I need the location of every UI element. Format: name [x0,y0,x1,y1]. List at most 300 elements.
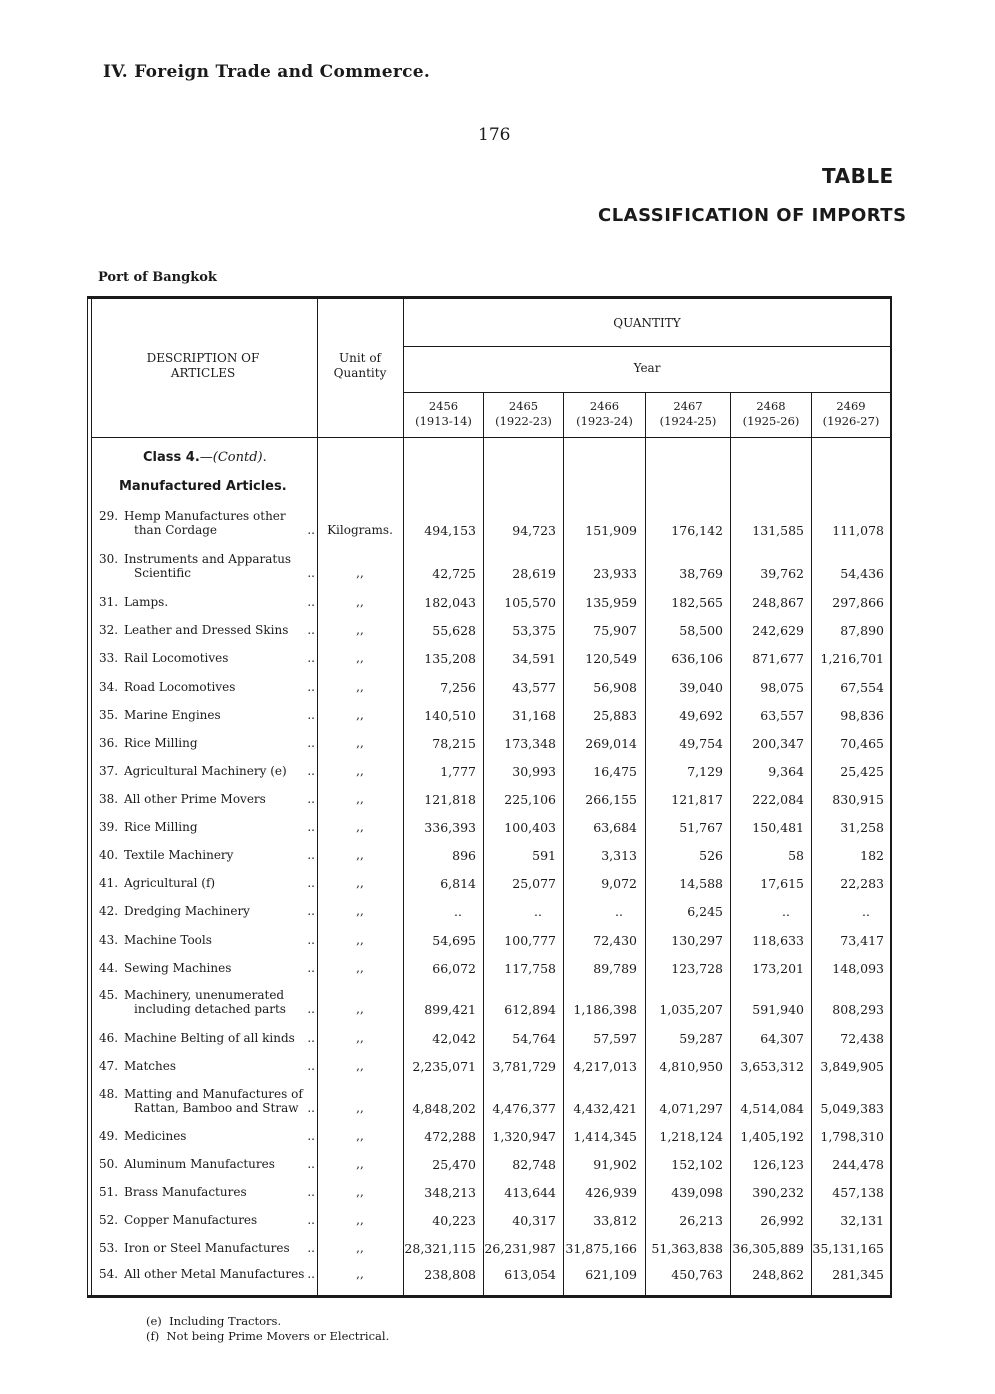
leader-dots: .. [307,1213,315,1227]
row-value: 117,758 [504,961,556,976]
row-label-continued: Rattan, Bamboo and Straw .. [134,1101,315,1115]
row-label: Rice Milling [124,820,198,834]
row-value: 613,054 [504,1267,556,1282]
row-unit: ,, [356,876,364,890]
row-value: 176,142 [671,523,723,538]
row-label: Textile Machinery [124,848,234,862]
leader-dots: .. [307,876,315,890]
row-label: Leather and Dressed Skins [124,623,289,637]
row-value: 612,894 [504,1002,556,1017]
leader-dots: .. [307,961,315,975]
row-label: Marine Engines [124,708,221,722]
row-unit: ,, [356,904,364,918]
row-number: 45. [99,988,119,1002]
row-number: 52. [99,1213,119,1227]
row-value: 40,317 [512,1213,556,1228]
row-description [99,595,317,609]
row-description [99,708,317,722]
row-value: 25,470 [432,1157,476,1172]
leader-dots: .. [307,792,315,806]
row-value: 56,908 [593,680,637,695]
row-value: 7,256 [440,680,476,695]
row-description [99,1059,317,1073]
row-unit: ,, [356,820,364,834]
row-value: 26,213 [679,1213,723,1228]
row-value: 1,798,310 [820,1129,884,1144]
row-label: Agricultural (f) [124,876,216,890]
row-value: 49,692 [679,708,723,723]
row-value: 413,644 [504,1185,556,1200]
row-value: 39,762 [760,566,804,581]
row-value: 75,907 [593,623,637,638]
row-description [99,1157,317,1171]
row-label: Machinery, unenumerated [124,988,285,1002]
port-label: Port of Bangkok [98,270,217,285]
row-value: 25,077 [512,876,556,891]
row-value: 58 [788,848,804,863]
row-number: 30. [99,552,119,566]
row-number: 54. [99,1267,119,1281]
row-value: 4,217,013 [573,1059,637,1074]
row-number: 33. [99,651,119,665]
row-label: Dredging Machinery [124,904,250,918]
leader-dots: .. [307,1157,315,1171]
row-value: 297,866 [832,595,884,610]
row-value: 25,425 [840,764,884,779]
row-value: 120,549 [585,651,637,666]
row-value: 1,777 [440,764,476,779]
row-value: 2,235,071 [412,1059,476,1074]
row-description [99,1213,317,1227]
row-value: 121,817 [671,792,723,807]
row-label: Copper Manufactures [124,1213,258,1227]
row-value: .. [782,904,790,919]
row-value: 98,075 [760,680,804,695]
row-number: 32. [99,623,119,637]
row-value: 38,769 [679,566,723,581]
year-col-2: 2465 (1922-23) [495,399,552,428]
row-value: 100,403 [504,820,556,835]
row-value: 121,818 [424,792,476,807]
row-value: 3,849,905 [820,1059,884,1074]
row-number: 34. [99,680,119,694]
row-value: 78,215 [432,736,476,751]
row-value: 82,748 [512,1157,556,1172]
row-value: 34,591 [512,651,556,666]
leader-dots: .. [307,566,315,580]
row-unit: Kilograms. [327,523,393,537]
row-value: 7,129 [687,764,723,779]
row-value: 830,915 [832,792,884,807]
row-value: 1,216,701 [820,651,884,666]
row-value: 1,320,947 [492,1129,556,1144]
row-description [99,1087,317,1115]
row-value: 123,728 [671,961,723,976]
row-unit: ,, [356,1157,364,1171]
leader-dots: .. [307,623,315,637]
row-value: 222,084 [752,792,804,807]
leader-dots: .. [307,736,315,750]
row-value: 22,283 [840,876,884,891]
year-col-3: 2466 (1923-24) [576,399,633,428]
row-value: 3,653,312 [740,1059,804,1074]
row-value: 151,909 [585,523,637,538]
row-value: .. [615,904,623,919]
row-unit: ,, [356,708,364,722]
year-col-1: 2456 (1913-14) [415,399,472,428]
row-unit: ,, [356,1267,364,1281]
row-value: 39,040 [679,680,723,695]
row-value: 31,258 [840,820,884,835]
row-value: 182 [860,848,884,863]
row-value: 14,588 [679,876,723,891]
row-value: 173,201 [752,961,804,976]
row-value: .. [862,904,870,919]
row-value: 35,131,165 [812,1241,884,1256]
row-value: 70,465 [840,736,884,751]
row-number: 38. [99,792,119,806]
row-value: 3,781,729 [492,1059,556,1074]
row-number: 41. [99,876,119,890]
row-label: Machine Belting of all kinds [124,1031,295,1045]
row-value: 57,597 [593,1031,637,1046]
row-value: 26,992 [760,1213,804,1228]
row-number: 51. [99,1185,119,1199]
row-label: Matting and Manufactures of [124,1087,303,1101]
row-value: 63,684 [593,820,637,835]
row-value: 51,767 [679,820,723,835]
row-description [99,651,317,665]
row-unit: ,, [356,848,364,862]
row-number: 50. [99,1157,119,1171]
row-value: 269,014 [585,736,637,751]
row-value: 31,875,166 [565,1241,637,1256]
row-value: 1,414,345 [573,1129,637,1144]
row-unit: ,, [356,792,364,806]
row-value: 40,223 [432,1213,476,1228]
leader-dots: .. [307,651,315,665]
row-value: 135,208 [424,651,476,666]
row-value: 1,218,124 [659,1129,723,1144]
row-value: 105,570 [504,595,556,610]
table-label: TABLE [822,164,894,188]
row-value: 63,557 [760,708,804,723]
row-value: 4,514,084 [740,1101,804,1116]
row-label: Machine Tools [124,933,212,947]
row-value: 621,109 [585,1267,637,1282]
row-value: 94,723 [512,523,556,538]
leader-dots: .. [307,904,315,918]
row-unit: ,, [356,961,364,975]
row-value: 4,810,950 [659,1059,723,1074]
leader-dots: .. [307,1185,315,1199]
row-value: 43,577 [512,680,556,695]
row-value: 25,883 [593,708,637,723]
row-value: 67,554 [840,680,884,695]
row-value: 91,902 [593,1157,637,1172]
row-description [99,1129,317,1143]
row-value: 36,305,889 [732,1241,804,1256]
row-value: 49,754 [679,736,723,751]
row-label: Rice Milling [124,736,198,750]
row-value: 54,695 [432,933,476,948]
row-number: 53. [99,1241,119,1255]
row-value: 118,633 [752,933,804,948]
row-value: 72,438 [840,1031,884,1046]
row-description [99,848,317,862]
section-heading: IV. Foreign Trade and Commerce. [103,62,431,82]
row-label: Iron or Steel Manufactures [124,1241,290,1255]
row-value: 808,293 [832,1002,884,1017]
row-label-continued: than Cordage .. [134,523,315,537]
row-value: 31,168 [512,708,556,723]
row-value: 130,297 [671,933,723,948]
leader-dots: .. [307,848,315,862]
row-value: 87,890 [840,623,884,638]
row-label: All other Prime Movers [124,792,266,806]
row-value: 348,213 [424,1185,476,1200]
row-value: 281,345 [832,1267,884,1282]
row-number: 44. [99,961,119,975]
row-value: 591 [532,848,556,863]
row-description [99,961,317,975]
leader-dots: .. [307,1267,315,1281]
row-value: 9,072 [601,876,637,891]
row-value: 152,102 [671,1157,723,1172]
row-label-continued: including detached parts .. [134,1002,315,1016]
row-value: 242,629 [752,623,804,638]
row-value: 9,364 [768,764,804,779]
row-description [99,988,317,1016]
row-value: 1,405,192 [740,1129,804,1144]
row-description [99,623,317,637]
row-value: 17,615 [760,876,804,891]
row-value: 6,814 [440,876,476,891]
row-label: All other Metal Manufactures [124,1267,305,1281]
row-unit: ,, [356,566,364,580]
quantity-header: QUANTITY [613,316,681,330]
row-value: 54,436 [840,566,884,581]
row-number: 31. [99,595,119,609]
row-number: 42. [99,904,119,918]
row-unit: ,, [356,623,364,637]
row-description [99,1241,317,1255]
row-number: 43. [99,933,119,947]
leader-dots: .. [307,1031,315,1045]
row-number: 48. [99,1087,119,1101]
year-col-6: 2469 (1926-27) [822,399,880,428]
leader-dots: .. [307,764,315,778]
row-value: 33,812 [593,1213,637,1228]
row-value: 53,375 [512,623,556,638]
row-number: 36. [99,736,119,750]
row-value: 72,430 [593,933,637,948]
row-value: 899,421 [424,1002,476,1017]
leader-dots: .. [307,595,315,609]
row-value: 248,867 [752,595,804,610]
row-value: 494,153 [424,523,476,538]
leader-dots: .. [307,1059,315,1073]
row-description [99,680,317,694]
row-value: 390,232 [752,1185,804,1200]
row-value: 23,933 [593,566,637,581]
row-value: 3,313 [601,848,637,863]
row-unit: ,, [356,1031,364,1045]
row-value: 140,510 [424,708,476,723]
row-value: 450,763 [671,1267,723,1282]
row-value: 1,186,398 [573,1002,637,1017]
row-value: 225,106 [504,792,556,807]
row-value: 173,348 [504,736,556,751]
row-value: 32,131 [840,1213,884,1228]
row-unit: ,, [356,1002,364,1016]
row-value: 244,478 [832,1157,884,1172]
row-number: 29. [99,509,119,523]
row-number: 37. [99,764,119,778]
year-col-4: 2467 (1924-25) [659,399,717,428]
row-label: Instruments and Apparatus [124,552,292,566]
row-number: 35. [99,708,119,722]
row-value: 248,862 [752,1267,804,1282]
row-value: 89,789 [593,961,637,976]
row-number: 49. [99,1129,119,1143]
row-unit: ,, [356,736,364,750]
row-number: 46. [99,1031,119,1045]
row-unit: ,, [356,1213,364,1227]
row-value: 100,777 [504,933,556,948]
row-description [99,736,317,750]
row-description [99,764,317,778]
subheading: Manufactured Articles. [119,479,287,494]
row-unit: ,, [356,1101,364,1115]
description-header: DESCRIPTION OF ARTICLES [146,351,260,380]
row-label-continued: Scientific .. [134,566,315,580]
row-value: 64,307 [760,1031,804,1046]
leader-dots: .. [307,1129,315,1143]
row-value: 73,417 [840,933,884,948]
row-value: 896 [452,848,476,863]
row-value: 4,848,202 [412,1101,476,1116]
row-value: 55,628 [432,623,476,638]
row-value: 439,098 [671,1185,723,1200]
row-description [99,509,317,537]
leader-dots: .. [307,1101,315,1115]
row-label: Brass Manufactures [124,1185,247,1199]
row-unit: ,, [356,1185,364,1199]
row-unit: ,, [356,933,364,947]
leader-dots: .. [307,820,315,834]
row-value: 200,347 [752,736,804,751]
row-value: 28,619 [512,566,556,581]
page-number: 176 [478,125,511,145]
row-value: 4,476,377 [492,1101,556,1116]
row-description [99,933,317,947]
row-description [99,820,317,834]
footnote-e: (e) Including Tractors. [146,1314,282,1328]
footnote-f: (f) Not being Prime Movers or Electrical. [146,1329,390,1343]
row-label: Hemp Manufactures other [124,509,286,523]
row-description [99,792,317,806]
row-description [99,1267,317,1281]
row-value: 54,764 [512,1031,556,1046]
row-value: 182,043 [424,595,476,610]
row-label: Aluminum Manufactures [124,1157,275,1171]
row-value: 1,035,207 [659,1002,723,1017]
row-value: 51,363,838 [651,1241,723,1256]
row-number: 40. [99,848,119,862]
row-value: 148,093 [832,961,884,976]
row-value: 42,042 [432,1031,476,1046]
row-value: 135,959 [585,595,637,610]
row-label: Agricultural Machinery (e) [124,764,287,778]
row-value: 26,231,987 [484,1241,556,1256]
leader-dots: .. [307,1002,315,1016]
leader-dots: .. [307,1241,315,1255]
row-value: .. [534,904,542,919]
row-description [99,552,317,580]
row-value: 28,321,115 [404,1241,476,1256]
row-value: 150,481 [752,820,804,835]
row-unit: ,, [356,1129,364,1143]
row-value: 58,500 [679,623,723,638]
row-unit: ,, [356,651,364,665]
row-value: 426,939 [585,1185,637,1200]
row-value: 66,072 [432,961,476,976]
row-value: 457,138 [832,1185,884,1200]
row-value: 5,049,383 [820,1101,884,1116]
row-value: 336,393 [424,820,476,835]
row-description [99,1185,317,1199]
row-value: 4,071,297 [659,1101,723,1116]
row-value: 59,287 [679,1031,723,1046]
row-value: 266,155 [585,792,637,807]
year-header: Year [633,361,661,375]
unit-header: Unit of Quantity [333,351,387,380]
row-unit: ,, [356,1059,364,1073]
row-label: Medicines [124,1129,187,1143]
row-description [99,876,317,890]
row-label: Road Locomotives [124,680,236,694]
row-value: 636,106 [671,651,723,666]
row-unit: ,, [356,764,364,778]
row-label: Rail Locomotives [124,651,229,665]
row-value: 131,585 [752,523,804,538]
row-value: 30,993 [512,764,556,779]
row-value: .. [454,904,462,919]
row-value: 4,432,421 [573,1101,637,1116]
row-value: 16,475 [593,764,637,779]
leader-dots: .. [307,933,315,947]
row-description [99,1031,317,1045]
row-description [99,904,317,918]
row-unit: ,, [356,680,364,694]
row-label: Matches [124,1059,176,1073]
row-value: 182,565 [671,595,723,610]
row-value: 472,288 [424,1129,476,1144]
row-value: 98,836 [840,708,884,723]
row-value: 111,078 [832,523,884,538]
leader-dots: .. [307,523,315,537]
row-value: 871,677 [752,651,804,666]
year-col-5: 2468 (1925-26) [742,399,800,428]
leader-dots: .. [307,680,315,694]
row-unit: ,, [356,595,364,609]
leader-dots: .. [307,708,315,722]
row-unit: ,, [356,1241,364,1255]
row-label: Lamps. [124,595,169,609]
row-value: 126,123 [752,1157,804,1172]
row-value: 526 [699,848,723,863]
